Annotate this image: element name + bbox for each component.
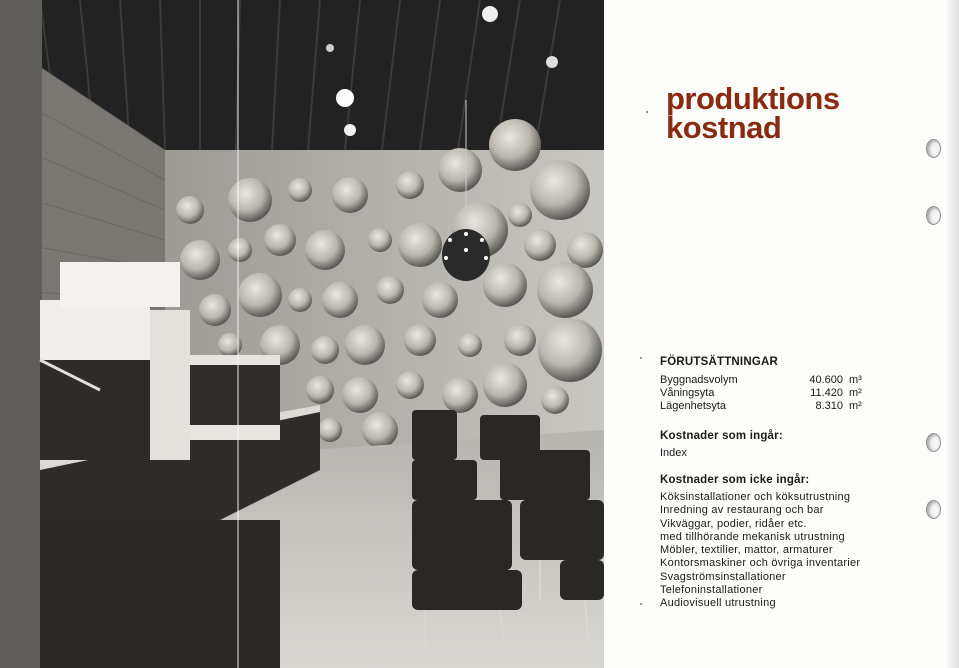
premise-row: [660, 400, 875, 413]
photo-fold-line: [237, 0, 239, 668]
premise-row: [660, 374, 875, 387]
list-item: Kontorsmaskiner och övriga inventarier: [660, 557, 861, 570]
premise-row: [660, 387, 875, 400]
title-line-2: kostnad: [666, 110, 782, 145]
title-line-1: produktions: [666, 81, 840, 116]
premise-value: 11.420: [810, 387, 843, 399]
registration-dot: [640, 357, 642, 359]
premise-value: 8.310: [815, 400, 843, 412]
registration-dot: [646, 111, 648, 113]
premise-label: Våningsyta: [660, 387, 715, 399]
text-page: [604, 0, 959, 668]
included-text: Index: [660, 447, 687, 459]
premises-heading: FÖRUTSÄTTNINGAR: [660, 356, 778, 368]
premise-label: Byggnadsvolym: [660, 374, 738, 386]
list-item: Telefoninstallationer: [660, 584, 763, 597]
premise-value: 40.600: [809, 374, 843, 386]
page-title: [666, 81, 840, 145]
punch-hole: [926, 206, 941, 225]
list-item: Audiovisuell utrustning: [660, 597, 776, 610]
included-heading: Kostnader som ingår:: [660, 430, 783, 442]
list-item: Inredning av restaurang och bar: [660, 504, 824, 517]
excluded-list: [660, 491, 860, 611]
premise-unit: m²: [849, 387, 862, 399]
punch-hole: [926, 139, 941, 158]
page-edge-shadow: [945, 0, 959, 668]
punch-hole: [926, 500, 941, 519]
premise-unit: m²: [849, 400, 862, 412]
premise-label: Lägenhetsyta: [660, 400, 727, 412]
registration-dot: [640, 603, 642, 605]
list-item: Vikväggar, podier, ridåer etc.: [660, 517, 807, 530]
list-item: med tillhörande mekanisk utrustning: [660, 530, 845, 543]
list-item: Möbler, textilier, mattor, armaturer: [660, 544, 833, 557]
excluded-heading: Kostnader som icke ingår:: [660, 474, 810, 486]
premises-table: [660, 374, 875, 413]
list-item: Köksinstallationer och köksutrustning: [660, 491, 851, 503]
punch-hole: [926, 433, 941, 452]
premise-unit: m³: [849, 374, 862, 386]
list-item: Svagströmsinstallationer: [660, 570, 786, 583]
